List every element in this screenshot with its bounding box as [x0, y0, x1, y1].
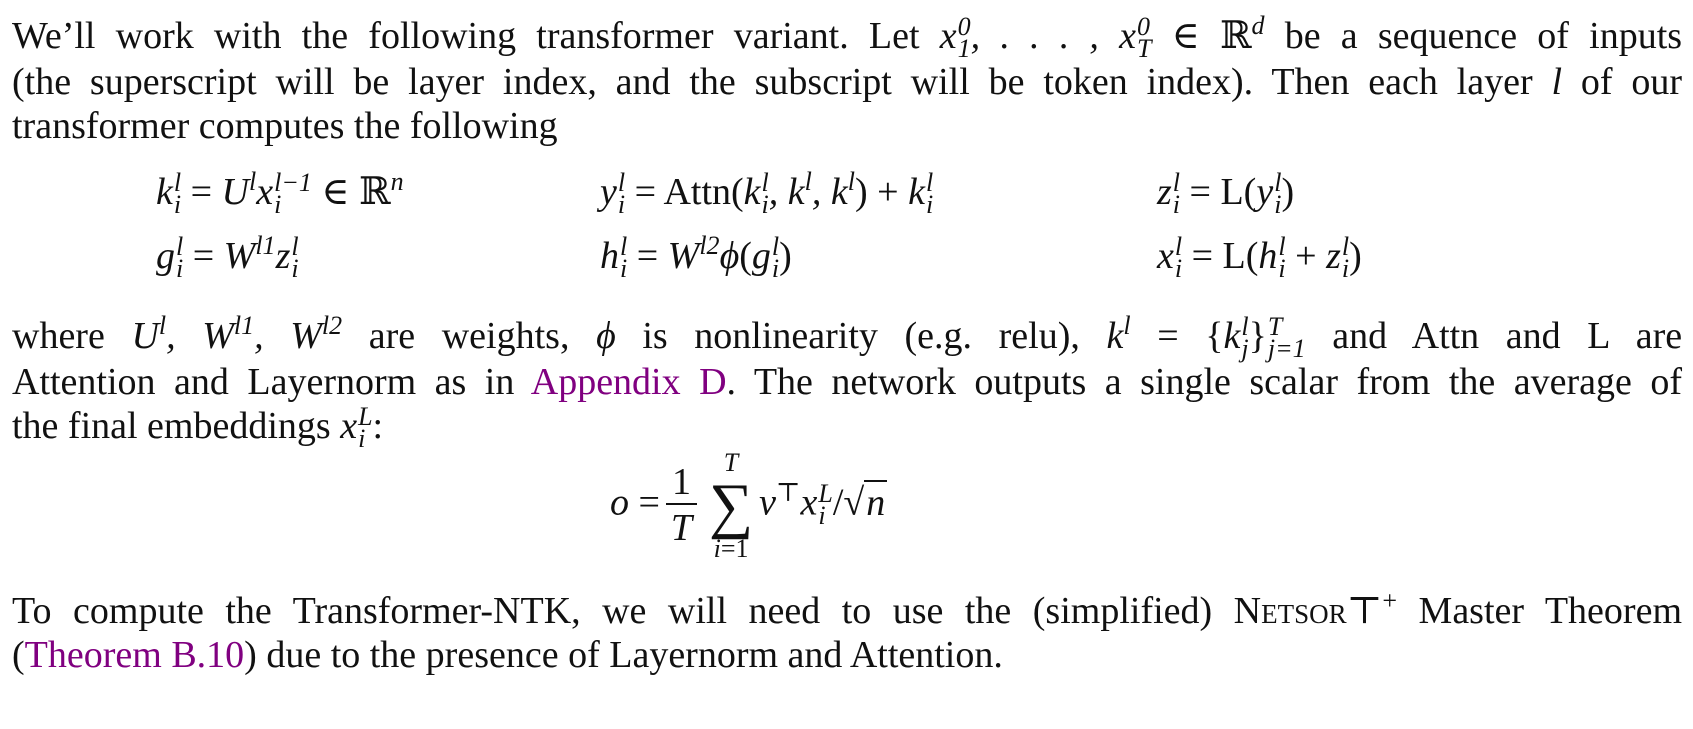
- equation-z: z l i = L(y l i ): [1157, 168, 1295, 219]
- definitions-line-2: Attention and Layernorm as in Appendix D. The network outputs a single scalar from the average of: [12, 361, 1682, 403]
- equation-x: x l i = L(h l i + z l i ): [1157, 232, 1362, 283]
- equation-h: h l i = $W^{l2}\phi(g$ l i ): [600, 231, 792, 283]
- closing-paragraph: [12, 586, 1682, 677]
- intro-line-1: We’ll work with the following transformer variant. Let x 0 1 , . . . , x 0 T ∈ ℝ$^d$ be a sequence of inputs: [12, 11, 1683, 63]
- definitions-line-1: where $U^l$, $W^{l1}$, $W^{l2}$ are weights, ϕ is nonlinearity (e.g. relu), $k^l = \{k$ l j } T j=1 and Attn and L are: [12, 311, 1683, 363]
- math-inputs: x 0 1 , . . . , x 0 T ∈ ℝ$^d$: [939, 11, 1265, 63]
- closing-line-1: To compute the Transformer-NTK, we will need to use the (simplified) Netsor⊤+ Master Theorem: [12, 586, 1682, 632]
- definitions-line-3: the final embeddings x L i :: [12, 402, 384, 453]
- math-layer-l: l: [1551, 61, 1563, 103]
- equation-g: g l i = $W^{l1}z$ l i: [156, 231, 299, 283]
- equation-k: k l i = $U^lx$ l−1 i ∈ ℝ$^n$: [156, 167, 404, 219]
- intro-line-3: transformer computes the following: [12, 105, 558, 147]
- equation-y: y l i = Attn(k l i , $k^l$, $k^l) + k$ l i: [600, 167, 934, 219]
- theorem-b10-link[interactable]: Theorem B.10: [24, 634, 245, 676]
- definitions-paragraph: [12, 311, 1683, 453]
- intro-line-2: (the superscript will be layer index, and the subscript will be token index). Then each layer l of our: [12, 61, 1683, 103]
- equation-output: o = $\frac{1}{T}$ T ∑ i=1 v⊤x L i /√n: [610, 448, 886, 563]
- intro-paragraph: [12, 11, 1683, 148]
- appendix-d-link[interactable]: Appendix D: [530, 361, 727, 403]
- closing-line-2: (Theorem B.10) due to the presence of Layernorm and Attention.: [12, 634, 1003, 676]
